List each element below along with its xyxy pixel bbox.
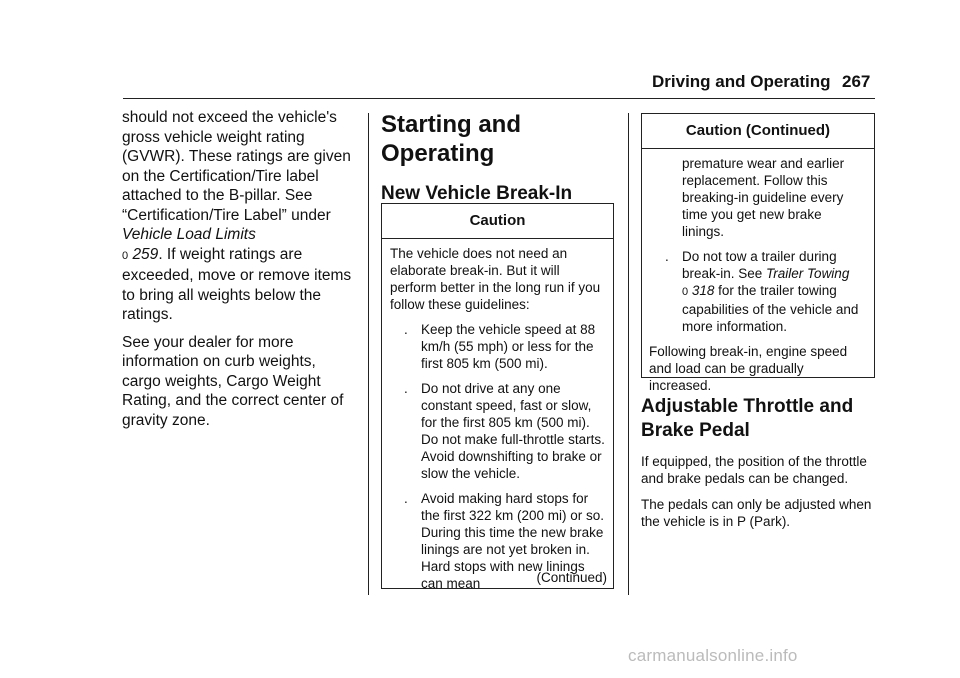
list-item: . Do not drive at any one constant speed, fast or slow, for the first 805 km (500 mi). Do not make full-throttle starts. Avoid downshifting to brake or slow the vehicle.	[404, 381, 605, 481]
caution-box	[381, 203, 614, 589]
xref-page-259[interactable]: 259	[132, 245, 159, 263]
caution-continued-text: premature wear and earlier replacement. Follow this breaking-in guideline every time you get new brake linings.	[682, 156, 845, 239]
list-item: . Do not tow a trailer during break-in. See Trailer Towing 0 318 for the trailer towing capabilities of the vehicle and more information.	[665, 249, 859, 334]
header-rule	[123, 98, 875, 99]
column-3	[641, 395, 877, 530]
page-ref-arrow-icon: 0	[122, 249, 129, 262]
caution-title: Caution	[382, 204, 613, 239]
continued-label: (Continued)	[536, 570, 607, 585]
xref-page-318[interactable]: 318	[691, 283, 715, 298]
column-divider-right	[628, 113, 629, 595]
section-heading: Starting and Operating	[381, 111, 522, 167]
subsection-heading: New Vehicle Break-In	[381, 183, 573, 204]
xref-trailer-towing[interactable]: Trailer Towing	[766, 266, 850, 281]
column-2	[381, 110, 615, 206]
page-ref-arrow-icon: 0	[682, 286, 689, 298]
caution-box-continued	[641, 113, 875, 393]
watermark: carmanualsonline.info	[628, 646, 798, 665]
xref-vehicle-load-limits[interactable]: Vehicle Load Limits	[122, 226, 256, 243]
list-item: . Avoid making hard stops for the first 322 km (200 mi) or so. During this time the new brake linings are not yet broken in. Hard stops with new linings can mean	[404, 491, 605, 591]
pedal-paragraph-1: If equipped, the position of the throttle and brake pedals can be changed.	[641, 454, 867, 486]
page-header	[0, 0, 960, 100]
list-item: . Keep the vehicle speed at 88 km/h (55 mph) or less for the first 805 km (500 mi).	[404, 322, 596, 371]
column-divider-left	[368, 113, 369, 595]
weight-rating-paragraph: should not exceed the vehicle's gross vehicle weight rating (GVWR). These ratings are given on the Certification/Tire label attached to the B-pillar. See “Certification/Tire Label” under Vehicle Load Limits 0 259. If weight ratings are exceeded, move or remove items to bring all weights below the ratings.	[122, 109, 352, 323]
break-in-after-text: Following break-in, engine speed and load can be gradually increased.	[649, 344, 848, 393]
dealer-paragraph: See your dealer for more information on curb weights, cargo weights, Cargo Weight Rating, and the correct center of gravity zone.	[122, 333, 344, 429]
caution-continued-title: Caution (Continued)	[642, 114, 874, 149]
page-number: 267	[842, 72, 871, 91]
section-title: Driving and Operating	[652, 72, 831, 91]
caution-intro: The vehicle does not need an elaborate break-in. But it will perform better in the long run if you follow these guidelines:	[390, 246, 601, 312]
pedal-paragraph-2: The pedals can only be adjusted when the vehicle is in P (Park).	[641, 497, 872, 529]
pedal-heading: Adjustable Throttle and Brake Pedal	[641, 396, 854, 441]
column-1	[122, 108, 358, 438]
